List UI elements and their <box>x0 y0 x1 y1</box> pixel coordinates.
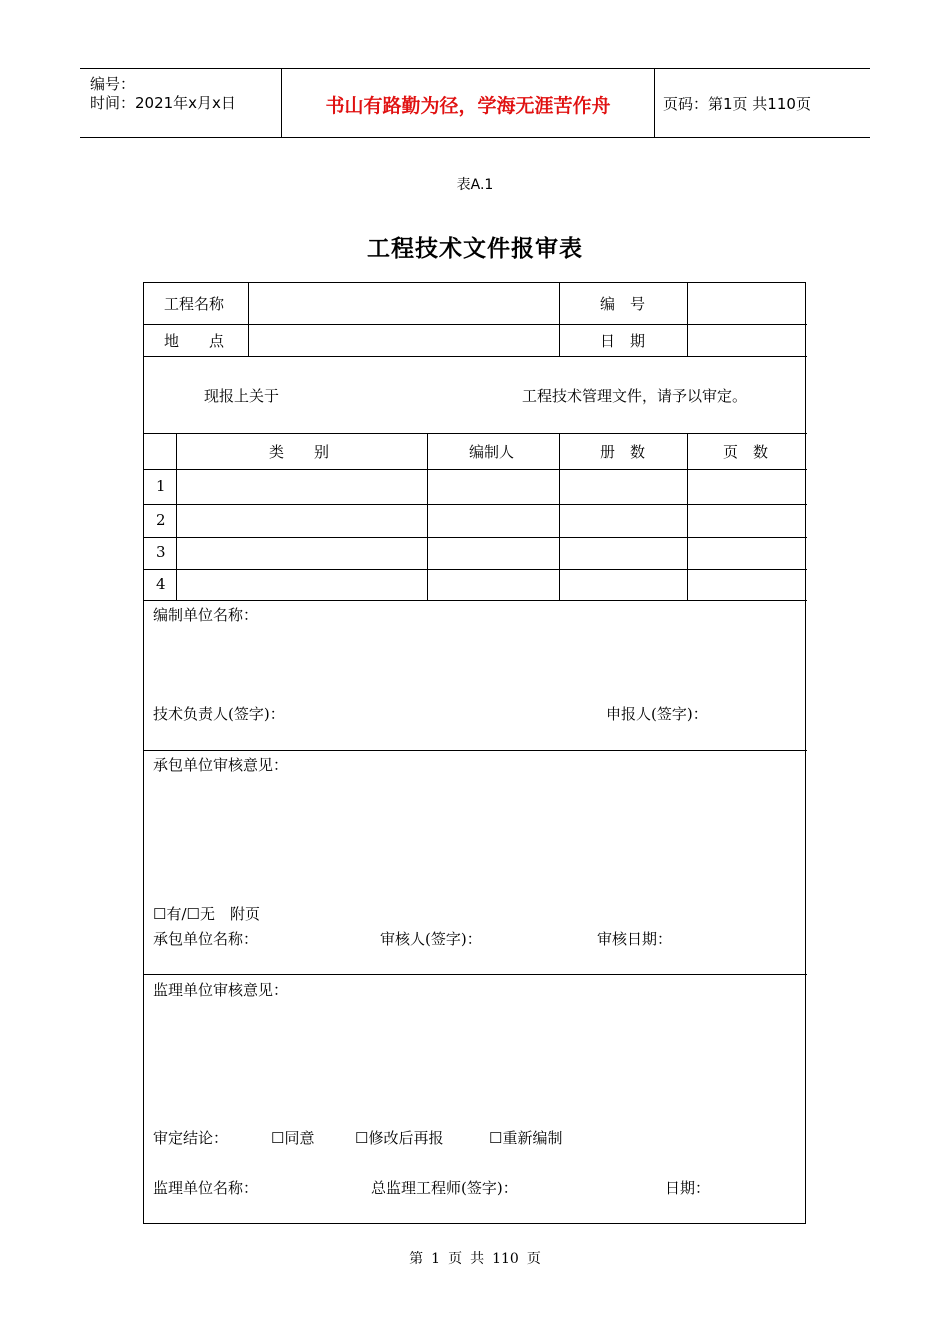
contractor-opinion-label: 承包单位审核意见： <box>153 756 289 774</box>
footer-page-word: 第 <box>409 1251 424 1267</box>
doc-time-label: 时间：2021年x月x日 <box>90 94 236 112</box>
table-row-number: 3 <box>156 543 166 561</box>
submission-suffix: 工程技术管理文件，请予以审定。 <box>522 387 748 405</box>
reviewer-sign-label: 审核人(签字)： <box>380 930 482 948</box>
project-name-label: 工程名称 <box>164 295 225 313</box>
number-field[interactable] <box>688 284 805 323</box>
chief-engineer-sign-label: 总监理工程师(签字)： <box>371 1179 518 1197</box>
review-form <box>143 282 806 1224</box>
applicant-sign-label: 申报人(签字)： <box>606 705 708 723</box>
location-label: 地 点 <box>164 332 225 350</box>
col-divider <box>427 433 428 600</box>
location-field[interactable] <box>249 325 558 355</box>
col-divider <box>176 433 177 600</box>
footer-page-current: 1 <box>431 1251 441 1267</box>
col-divider <box>559 433 560 600</box>
date-field[interactable] <box>688 325 805 355</box>
header-page-cell <box>655 69 870 137</box>
table-row-number: 1 <box>156 477 166 495</box>
row-divider <box>144 569 807 570</box>
row-divider <box>144 356 807 357</box>
header-meta-cell <box>80 69 281 137</box>
review-date-label: 审核日期： <box>597 930 673 948</box>
option-revise-checkbox[interactable]: ☐修改后再报 <box>355 1129 444 1147</box>
option-recompile-checkbox[interactable]: ☐重新编制 <box>489 1129 563 1147</box>
option-agree-checkbox[interactable]: ☐同意 <box>271 1129 315 1147</box>
conclusion-label: 审定结论： <box>153 1129 229 1147</box>
page-header <box>80 68 870 138</box>
attachment-checkboxes[interactable]: ☐有/☐无 附页 <box>153 905 260 923</box>
row-divider <box>144 750 807 751</box>
column-header-pages: 页 数 <box>723 443 769 461</box>
footer-page-total: 110 <box>492 1251 519 1267</box>
row-divider <box>144 600 807 601</box>
col-divider <box>559 283 560 356</box>
page-info: 页码：第1页 共110页 <box>663 95 811 113</box>
supervisor-name-label: 监理单位名称： <box>153 1179 259 1197</box>
supervisor-opinion-field[interactable] <box>153 1005 793 1115</box>
row-divider <box>144 469 807 470</box>
submission-prefix: 现报上关于 <box>204 387 280 405</box>
footer-total-word: 共 <box>470 1251 485 1267</box>
footer-page-unit: 页 <box>448 1251 463 1267</box>
column-header-compiler: 编制人 <box>469 443 515 461</box>
contractor-opinion-field[interactable] <box>153 781 793 891</box>
header-motto-cell <box>281 69 655 137</box>
number-label: 编 号 <box>600 295 646 313</box>
table-row-number: 2 <box>156 511 166 529</box>
col-divider <box>687 433 688 600</box>
date-label: 日 期 <box>600 332 646 350</box>
final-date-label: 日期： <box>665 1179 711 1197</box>
footer-total-unit: 页 <box>526 1251 541 1267</box>
column-header-volumes: 册 数 <box>600 443 646 461</box>
project-name-field[interactable] <box>249 284 558 323</box>
column-header-category: 类 别 <box>269 443 330 461</box>
row-divider <box>144 974 807 975</box>
table-row-number: 4 <box>156 575 166 593</box>
page-footer <box>0 1248 950 1268</box>
table-number: 表A.1 <box>456 177 494 193</box>
supervisor-opinion-label: 监理单位审核意见： <box>153 981 289 999</box>
contractor-name-label: 承包单位名称： <box>153 930 259 948</box>
motto-text: 书山有路勤为径，学海无涯苦作舟 <box>325 95 611 117</box>
page-title: 工程技术文件报审表 <box>367 236 583 262</box>
row-divider <box>144 504 807 505</box>
row-divider <box>144 537 807 538</box>
tech-lead-sign-label: 技术负责人(签字)： <box>153 705 285 723</box>
project-subject-field[interactable] <box>294 379 514 409</box>
doc-number-label: 编号： <box>90 75 136 93</box>
compiling-unit-label: 编制单位名称： <box>153 606 259 624</box>
row-divider <box>144 433 807 434</box>
